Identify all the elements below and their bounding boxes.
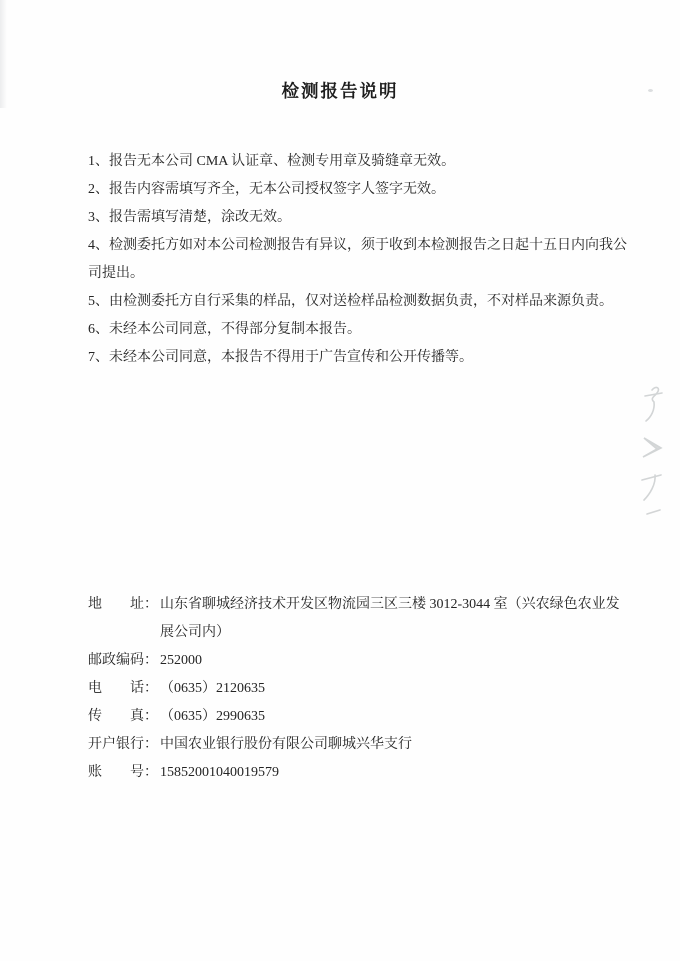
contact-label-address: 地 址 xyxy=(88,597,144,612)
ink-bleed-squiggle xyxy=(645,387,662,421)
contact-colon: ： xyxy=(144,709,158,724)
report-notes xyxy=(88,148,634,372)
ink-bleed-dash xyxy=(647,510,660,514)
contact-value-postcode: 252000 xyxy=(160,653,202,668)
contact-label-postcode: 邮政编码 xyxy=(88,653,144,668)
note-item-5: 5、由检测委托方自行采集的样品，仅对送检样品检测数据负责，不对样品来源负责。 xyxy=(88,294,613,309)
ink-bleed-artifacts xyxy=(630,382,674,532)
contact-row-postcode xyxy=(88,647,626,675)
ink-bleed-arrow xyxy=(643,438,661,457)
contact-label-phone: 电 话 xyxy=(88,681,144,696)
contact-row-account xyxy=(88,759,626,787)
contact-row-fax xyxy=(88,703,626,731)
page-title: 检测报告说明 xyxy=(281,81,399,101)
contact-value-address: 山东省聊城经济技术开发区物流园三区三楼 3012-3044 室（兴农绿色农业发展公司内） xyxy=(160,597,620,640)
contact-label-bank: 开户银行 xyxy=(88,737,144,752)
contact-row-bank xyxy=(88,731,626,759)
note-item-2: 2、报告内容需填写齐全，无本公司授权签字人签字无效。 xyxy=(88,182,445,197)
note-item-6: 6、未经本公司同意，不得部分复制本报告。 xyxy=(88,322,361,337)
note-item-3: 3、报告需填写清楚，涂改无效。 xyxy=(88,210,291,225)
contact-colon: ： xyxy=(144,653,158,668)
contact-colon: ： xyxy=(144,737,158,752)
contact-label-account: 账 号 xyxy=(88,765,144,780)
ink-bleed-hook xyxy=(642,475,661,500)
note-item-7: 7、未经本公司同意，本报告不得用于广告宣传和公开传播等。 xyxy=(88,350,473,365)
note-item-1: 1、报告无本公司 CMA 认证章、检测专用章及骑缝章无效。 xyxy=(88,154,456,169)
contact-value-phone: （0635）2120635 xyxy=(160,681,265,696)
contact-row-address xyxy=(88,591,626,647)
contact-row-phone xyxy=(88,675,626,703)
contact-colon: ： xyxy=(144,681,158,696)
contact-colon: ： xyxy=(144,597,158,612)
contact-value-bank: 中国农业银行股份有限公司聊城兴华支行 xyxy=(160,737,412,752)
note-item-4: 4、检测委托方如对本公司检测报告有异议，须于收到本检测报告之日起十五日内向我公司提出。 xyxy=(88,238,627,281)
contact-colon: ： xyxy=(144,765,158,780)
contact-value-account: 15852001040019579 xyxy=(160,765,279,780)
contact-block xyxy=(88,591,626,787)
contact-value-fax: （0635）2990635 xyxy=(160,709,265,724)
contact-label-fax: 传 真 xyxy=(88,709,144,724)
